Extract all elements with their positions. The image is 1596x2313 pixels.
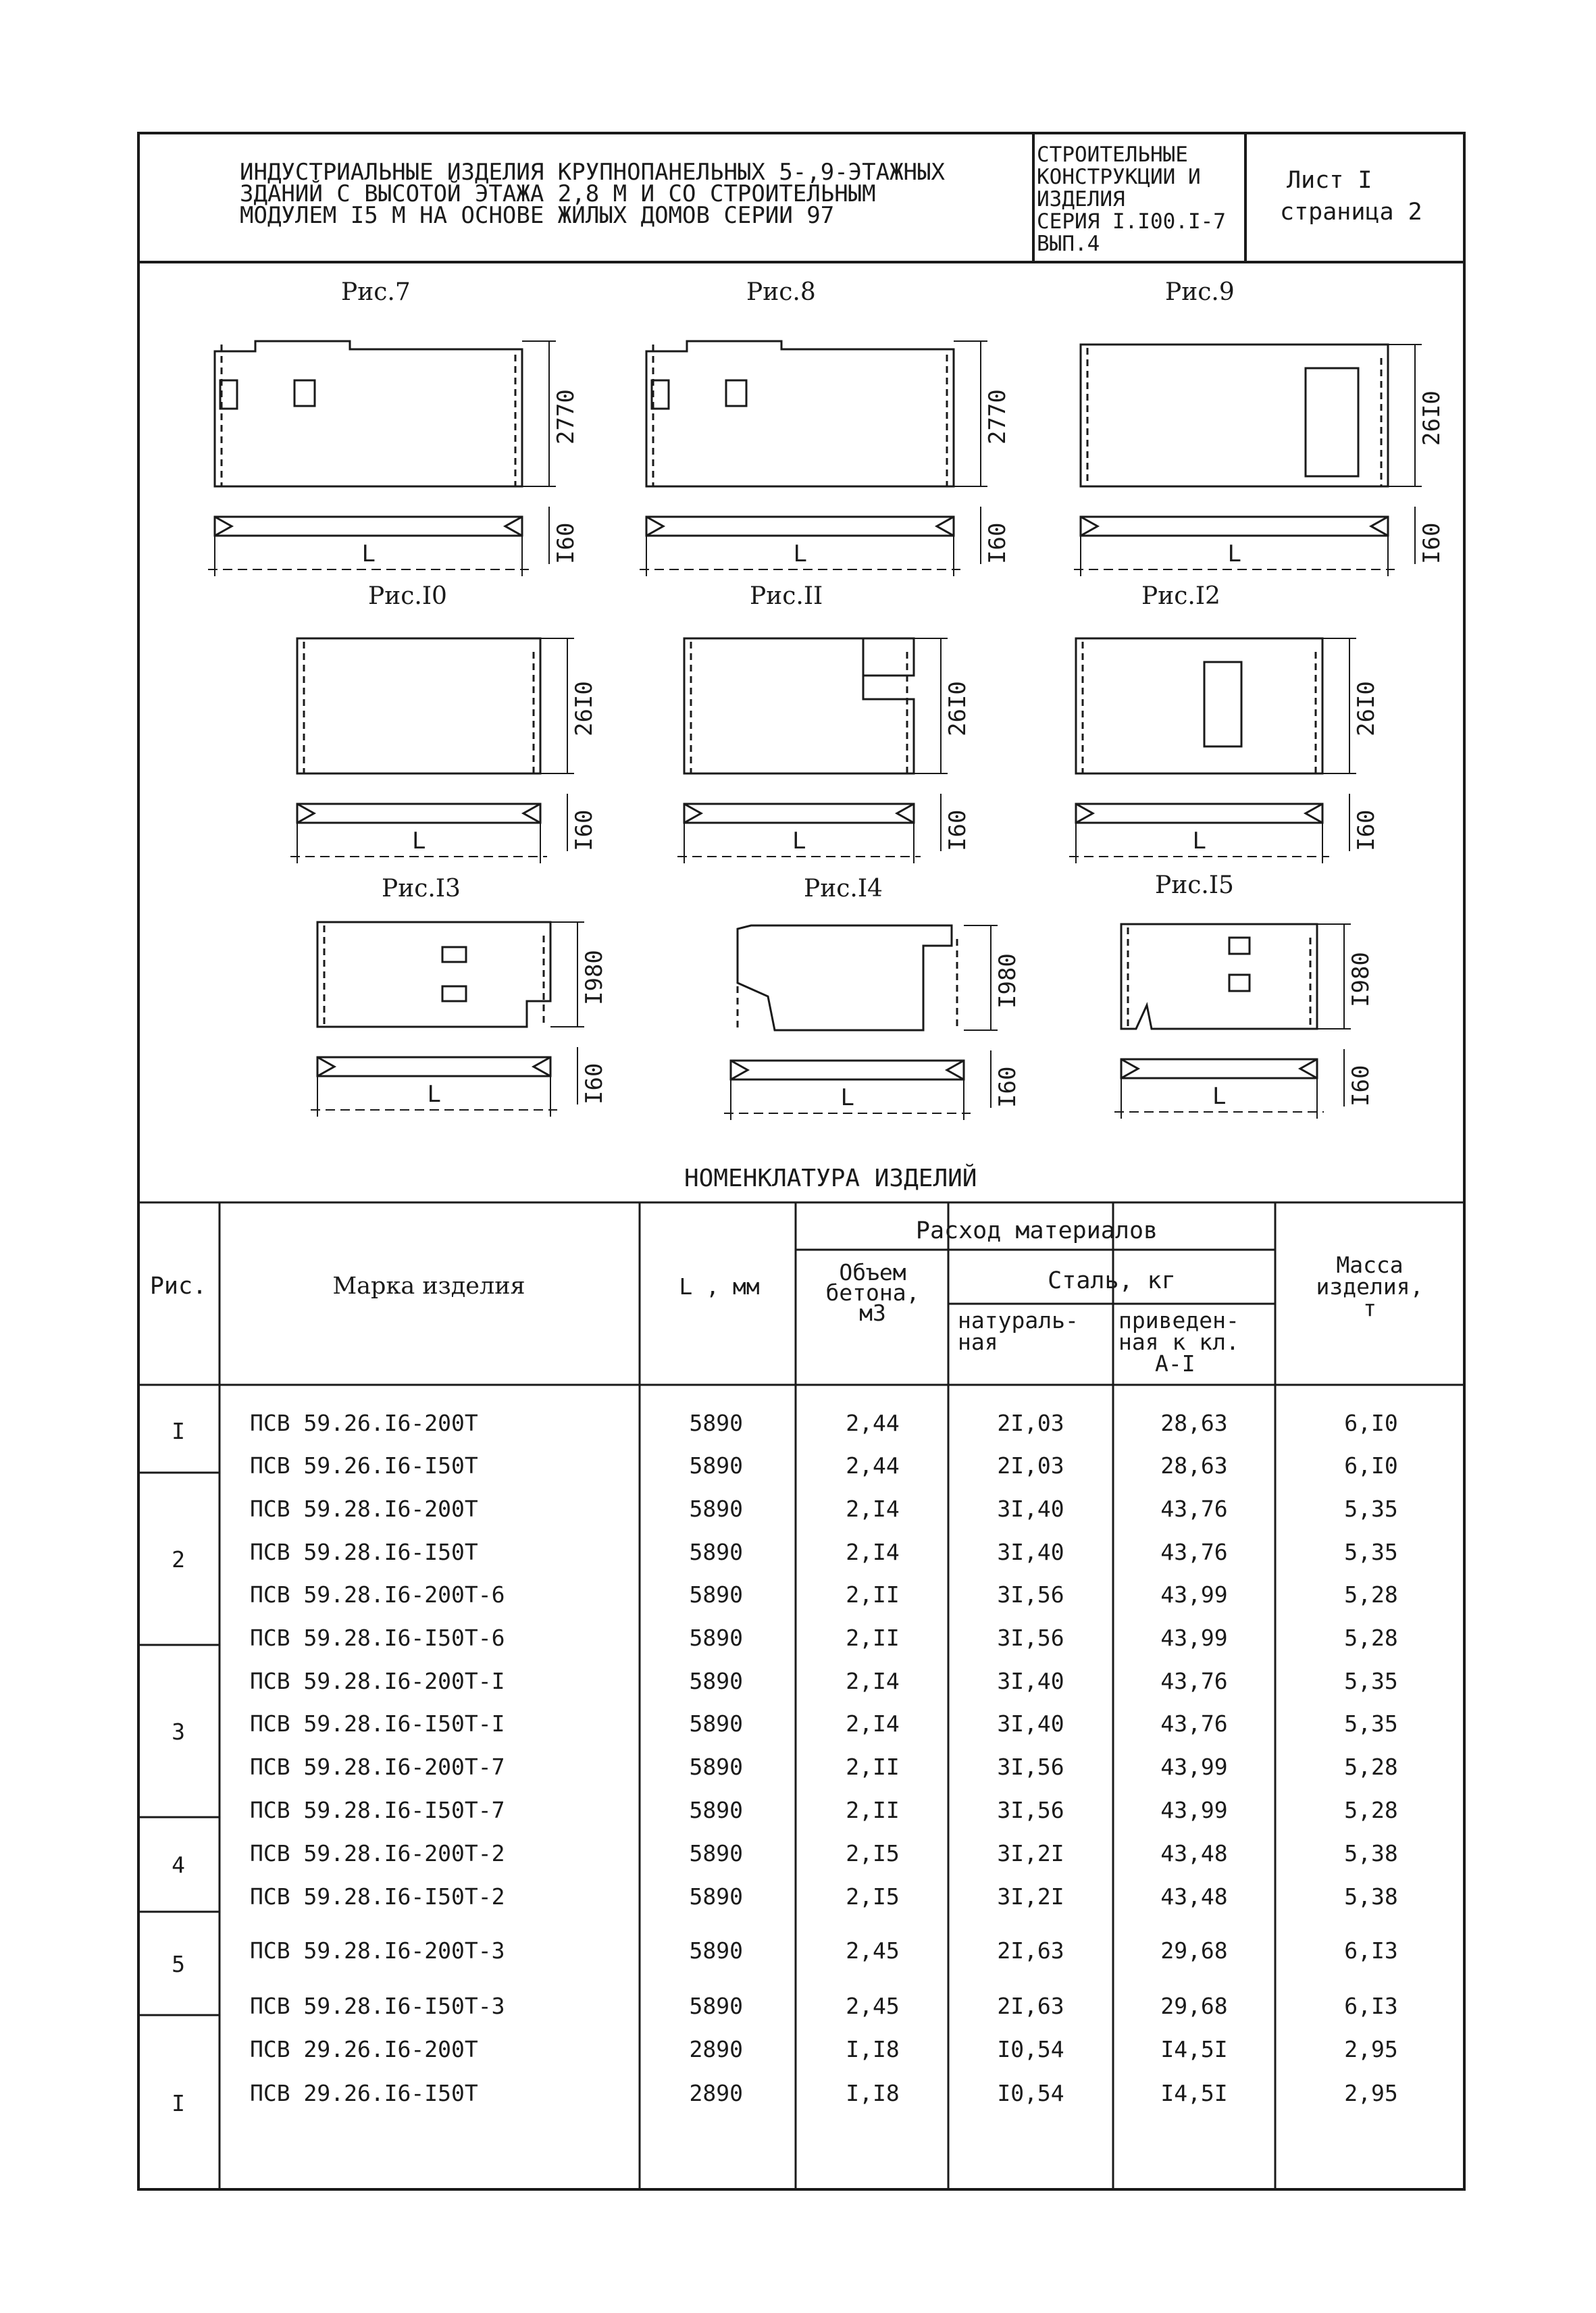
- row-mark: ПСВ 59.28.I6-I50Т-6: [250, 1625, 505, 1651]
- length-dimension-label: L: [840, 1084, 854, 1111]
- col-header-materials: Расход материалов: [915, 1217, 1158, 1244]
- row-steel-reduced: 43,99: [1160, 1581, 1228, 1608]
- row-mass: 2,95: [1344, 2036, 1398, 2062]
- row-mark: ПСВ 29.26.I6-I50Т: [250, 2080, 478, 2106]
- row-mark: ПСВ 59.28.I6-I50Т-I: [250, 1710, 505, 1737]
- length-dimension-label: L: [1212, 1083, 1227, 1110]
- row-concrete: 2,II: [846, 1581, 900, 1608]
- row-steel-reduced: 29,68: [1160, 1937, 1228, 1964]
- row-length: 5890: [689, 1452, 743, 1479]
- sheet-number: Лист I: [1287, 167, 1372, 194]
- row-steel-natural: 3I,56: [997, 1625, 1064, 1651]
- row-steel-natural: 3I,2I: [997, 1840, 1064, 1866]
- row-steel-natural: I0,54: [997, 2080, 1064, 2106]
- row-mark: ПСВ 59.28.I6-200Т-3: [250, 1937, 505, 1964]
- row-steel-reduced: 43,99: [1160, 1797, 1228, 1823]
- row-mass: 6,I3: [1344, 1937, 1398, 1964]
- row-steel-reduced: 43,76: [1160, 1539, 1228, 1565]
- col-header-natural: ная: [958, 1329, 998, 1355]
- row-steel-reduced: 43,99: [1160, 1625, 1228, 1651]
- row-mass: 5,38: [1344, 1883, 1398, 1910]
- row-length: 5890: [689, 1754, 743, 1780]
- row-concrete: I,I8: [846, 2036, 900, 2062]
- col-header-natural: натураль-: [958, 1307, 1079, 1333]
- height-dimension-label: I980: [994, 952, 1021, 1009]
- row-mass: 6,I3: [1344, 1993, 1398, 2019]
- row-concrete: 2,I4: [846, 1539, 900, 1565]
- row-mass: 5,28: [1344, 1625, 1398, 1651]
- row-steel-reduced: 29,68: [1160, 1993, 1228, 2019]
- row-concrete: 2,I4: [846, 1496, 900, 1522]
- length-dimension-label: L: [793, 540, 807, 567]
- row-steel-natural: 3I,40: [997, 1710, 1064, 1737]
- row-mass: 6,I0: [1344, 1452, 1398, 1479]
- figure-caption: Рис.9: [1165, 278, 1235, 306]
- row-steel-reduced: 43,76: [1160, 1668, 1228, 1694]
- col-header-concrete: бетона,: [825, 1279, 920, 1306]
- row-steel-natural: 3I,2I: [997, 1883, 1064, 1910]
- length-dimension-label: L: [361, 540, 376, 567]
- row-mass: 5,38: [1344, 1840, 1398, 1866]
- row-mark: ПСВ 59.28.I6-200Т: [250, 1496, 478, 1522]
- figure-caption: Рис.II: [750, 582, 823, 610]
- row-concrete: 2,II: [846, 1797, 900, 1823]
- title-line: ИНДУСТРИАЛЬНЫЕ ИЗДЕЛИЯ КРУПНОПАНЕЛЬНЫХ 5-,9-ЭТАЖНЫХ: [240, 159, 945, 186]
- figure-caption: Рис.8: [746, 278, 816, 306]
- group-fig-number: 5: [172, 1950, 185, 1977]
- row-length: 5890: [689, 1539, 743, 1565]
- row-length: 5890: [689, 1668, 743, 1694]
- thickness-dimension-label: I60: [581, 1063, 608, 1104]
- row-length: 5890: [689, 1410, 743, 1436]
- title-line: МОДУЛЕМ I5 М НА ОСНОВЕ ЖИЛЫХ ДОМОВ СЕРИИ 97: [240, 202, 835, 229]
- row-steel-natural: 2I,03: [997, 1452, 1064, 1479]
- row-concrete: I,I8: [846, 2080, 900, 2106]
- row-steel-reduced: 43,76: [1160, 1496, 1228, 1522]
- series-line: СТРОИТЕЛЬНЫЕ: [1037, 143, 1188, 167]
- col-header-steel: Сталь, кг: [1048, 1267, 1176, 1294]
- row-steel-natural: 2I,63: [997, 1993, 1064, 2019]
- thickness-dimension-label: I60: [1353, 809, 1380, 851]
- figure-caption: Рис.I0: [368, 582, 447, 610]
- row-steel-reduced: 43,48: [1160, 1840, 1228, 1866]
- row-steel-reduced: 28,63: [1160, 1452, 1228, 1479]
- row-mark: ПСВ 59.28.I6-200Т-6: [250, 1581, 505, 1608]
- row-mass: 5,35: [1344, 1539, 1398, 1565]
- col-header-mass: т: [1363, 1295, 1376, 1321]
- row-mass: 5,28: [1344, 1797, 1398, 1823]
- row-mark: ПСВ 59.28.I6-I50Т-2: [250, 1883, 505, 1910]
- height-dimension-label: 26I0: [1353, 681, 1380, 736]
- group-fig-number: 4: [172, 1852, 185, 1878]
- figure-caption: Рис.I3: [382, 875, 461, 903]
- row-steel-reduced: I4,5I: [1160, 2036, 1228, 2062]
- row-length: 2890: [689, 2080, 743, 2106]
- row-mark: ПСВ 59.28.I6-I50Т: [250, 1539, 478, 1565]
- length-dimension-label: L: [427, 1081, 441, 1108]
- row-length: 5890: [689, 1625, 743, 1651]
- row-concrete: 2,44: [846, 1410, 900, 1436]
- row-steel-natural: 3I,56: [997, 1797, 1064, 1823]
- series-line: ИЗДЕЛИЯ: [1037, 187, 1125, 211]
- row-length: 5890: [689, 1883, 743, 1910]
- col-header-reduced: ная к кл.: [1118, 1329, 1239, 1355]
- group-fig-number: 3: [172, 1718, 185, 1745]
- col-header-reduced: A-I: [1155, 1350, 1195, 1377]
- row-mass: 5,35: [1344, 1496, 1398, 1522]
- row-steel-natural: 3I,40: [997, 1668, 1064, 1694]
- col-header-length: L , мм: [679, 1273, 760, 1300]
- row-steel-reduced: I4,5I: [1160, 2080, 1228, 2106]
- row-mark: ПСВ 59.28.I6-I50Т-3: [250, 1993, 505, 2019]
- page-number: страница 2: [1280, 199, 1422, 226]
- row-length: 2890: [689, 2036, 743, 2062]
- thickness-dimension-label: I60: [552, 522, 580, 564]
- col-header-mark: Марка изделия: [332, 1273, 525, 1300]
- row-steel-reduced: 43,48: [1160, 1883, 1228, 1910]
- row-length: 5890: [689, 1993, 743, 2019]
- row-mark: ПСВ 59.28.I6-200Т-2: [250, 1840, 505, 1866]
- row-mark: ПСВ 59.26.I6-200Т: [250, 1410, 478, 1436]
- series-line: КОНСТРУКЦИИ И: [1037, 165, 1201, 189]
- group-fig-number: 2: [172, 1546, 185, 1573]
- thickness-dimension-label: I60: [1347, 1065, 1374, 1107]
- row-length: 5890: [689, 1797, 743, 1823]
- thickness-dimension-label: I60: [571, 809, 598, 851]
- thickness-dimension-label: I60: [1418, 522, 1445, 564]
- row-length: 5890: [689, 1937, 743, 1964]
- row-concrete: 2,II: [846, 1625, 900, 1651]
- row-steel-natural: I0,54: [997, 2036, 1064, 2062]
- height-dimension-label: 2770: [552, 388, 580, 444]
- figure-caption: Рис.7: [341, 278, 411, 306]
- height-dimension-label: I980: [581, 949, 608, 1005]
- row-steel-natural: 3I,56: [997, 1581, 1064, 1608]
- row-mark: ПСВ 59.26.I6-I50Т: [250, 1452, 478, 1479]
- row-concrete: 2,44: [846, 1452, 900, 1479]
- length-dimension-label: L: [1227, 540, 1241, 567]
- col-header-concrete: Объем: [839, 1259, 906, 1286]
- row-concrete: 2,45: [846, 1937, 900, 1964]
- height-dimension-label: 2770: [984, 388, 1011, 444]
- title-line: ЗДАНИЙ С ВЫСОТОЙ ЭТАЖА 2,8 М И СО СТРОИТЕЛЬНЫМ: [240, 180, 876, 207]
- figure-caption: Рис.I5: [1155, 871, 1234, 899]
- thickness-dimension-label: I60: [984, 522, 1011, 564]
- figure-caption: Рис.I2: [1141, 582, 1220, 610]
- height-dimension-label: 26I0: [1418, 390, 1445, 446]
- row-length: 5890: [689, 1840, 743, 1866]
- group-fig-number: I: [172, 2090, 185, 2116]
- row-concrete: 2,I4: [846, 1710, 900, 1737]
- row-concrete: 2,45: [846, 1993, 900, 2019]
- row-mark: ПСВ 59.28.I6-200Т-7: [250, 1754, 505, 1780]
- length-dimension-label: L: [412, 828, 426, 855]
- group-fig-number: I: [172, 1417, 185, 1444]
- row-concrete: 2,I5: [846, 1840, 900, 1866]
- row-mass: 5,35: [1344, 1710, 1398, 1737]
- series-line: СЕРИЯ I.I00.I-7: [1037, 209, 1226, 234]
- row-steel-natural: 2I,63: [997, 1937, 1064, 1964]
- row-steel-natural: 3I,56: [997, 1754, 1064, 1780]
- row-steel-reduced: 43,99: [1160, 1754, 1228, 1780]
- row-mass: 6,I0: [1344, 1410, 1398, 1436]
- length-dimension-label: L: [1192, 828, 1206, 855]
- row-steel-natural: 3I,40: [997, 1496, 1064, 1522]
- row-concrete: 2,I4: [846, 1668, 900, 1694]
- length-dimension-label: L: [792, 828, 806, 855]
- row-mass: 5,35: [1344, 1668, 1398, 1694]
- row-length: 5890: [689, 1710, 743, 1737]
- row-concrete: 2,II: [846, 1754, 900, 1780]
- row-steel-reduced: 43,76: [1160, 1710, 1228, 1737]
- row-mass: 2,95: [1344, 2080, 1398, 2106]
- table-caption: НОМЕНКЛАТУРА ИЗДЕЛИЙ: [684, 1165, 977, 1192]
- col-header-mass: изделия,: [1316, 1273, 1424, 1300]
- thickness-dimension-label: I60: [994, 1066, 1021, 1108]
- figure-caption: Рис.I4: [804, 875, 883, 903]
- row-mass: 5,28: [1344, 1581, 1398, 1608]
- col-header-concrete: м3: [859, 1300, 886, 1326]
- row-mark: ПСВ 59.28.I6-200Т-I: [250, 1668, 505, 1694]
- row-length: 5890: [689, 1496, 743, 1522]
- col-header-mass: Масса: [1336, 1252, 1404, 1278]
- row-steel-reduced: 28,63: [1160, 1410, 1228, 1436]
- thickness-dimension-label: I60: [944, 809, 971, 851]
- row-steel-natural: 2I,03: [997, 1410, 1064, 1436]
- row-concrete: 2,I5: [846, 1883, 900, 1910]
- row-mark: ПСВ 29.26.I6-200Т: [250, 2036, 478, 2062]
- height-dimension-label: I980: [1347, 951, 1374, 1007]
- height-dimension-label: 26I0: [944, 681, 971, 736]
- height-dimension-label: 26I0: [571, 681, 598, 736]
- row-mass: 5,28: [1344, 1754, 1398, 1780]
- col-header-fig: Рис.: [149, 1273, 207, 1300]
- row-steel-natural: 3I,40: [997, 1539, 1064, 1565]
- series-line: ВЫП.4: [1037, 232, 1100, 256]
- row-length: 5890: [689, 1581, 743, 1608]
- col-header-reduced: приведен-: [1118, 1307, 1239, 1333]
- row-mark: ПСВ 59.28.I6-I50Т-7: [250, 1797, 505, 1823]
